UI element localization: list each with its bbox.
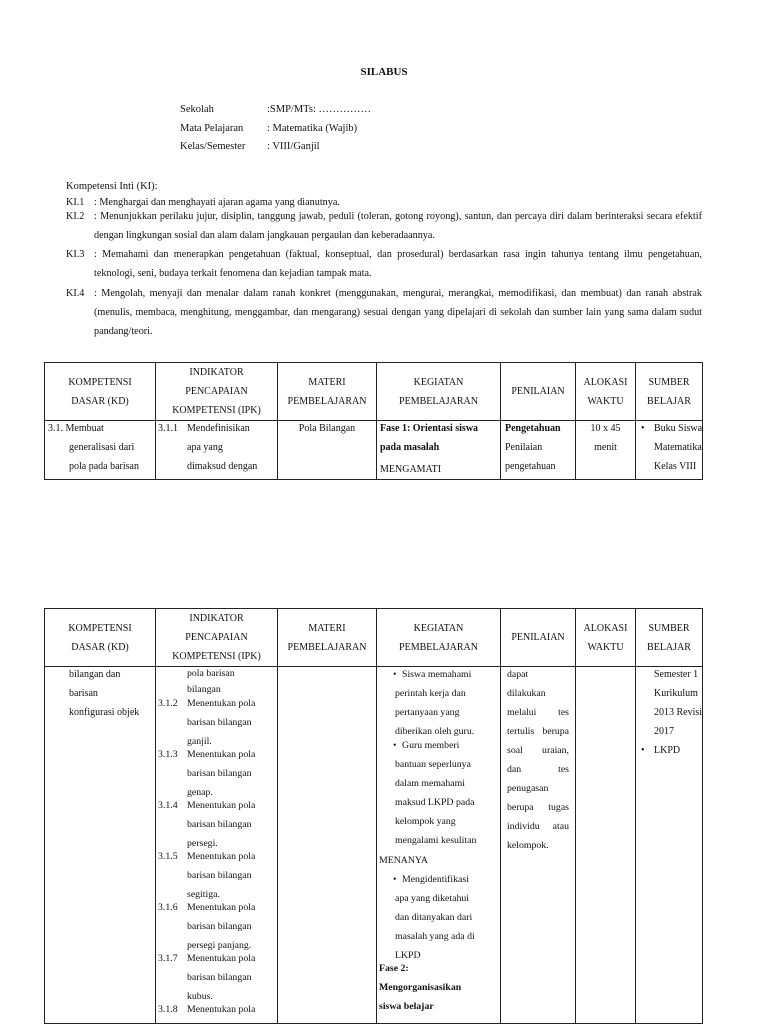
text-line: dilakukan [507,688,546,699]
ki-text: : Menunjukkan perilaku jujur, disiplin, tanggung jawab, peduli (toleran, gotong royong), santun, dan percaya diri dalam berinteraksi secara efektif dengan lingkungan sosial dan alam dalam jangkauan pergaulan dan keberadaannya. [94,211,702,241]
text-line: bilangan dan [69,669,121,680]
meta-label: Sekolah [180,104,214,115]
text-line: WAKTU [587,641,624,653]
text-line: barisan bilangan [187,768,252,779]
text-line: dalam memahami [395,778,465,789]
text-line: penugasan [507,783,549,794]
text-line: barisan bilangan [187,819,252,830]
text-line: pengetahuan [505,461,556,472]
text-line: PEMBELAJARAN [287,395,367,407]
text-line: MENGAMATI [380,464,442,475]
text-line: Fase 1: Orientasi siswa [380,423,479,434]
header-kd [45,363,156,421]
text-line: Buku Siswa [654,423,703,434]
text-line: Semester 1 [654,669,699,680]
text-line: ganjil. [187,736,212,747]
cell-alokasi [576,421,636,480]
meta-value: : Matematika (Wajib) [267,123,358,134]
header-sumber [636,363,703,421]
page-title: SILABUS [360,66,408,78]
text-line: INDIKATOR [189,613,244,624]
header-kegiatan [377,609,501,667]
text-line: DASAR (KD) [71,395,129,407]
ki-text: : Menghargai dan menghayati ajaran agama yang dianutnya. [94,197,340,208]
syllabus-table-page1 [44,362,703,480]
text-line: KOMPETENSI (IPK) [172,651,261,662]
text-line: KOMPETENSI [68,376,132,388]
text-line: mengalami kesulitan [395,835,477,846]
text-line: 3.1.7 [158,953,178,964]
text-line: SUMBER [648,376,690,388]
text-line: Menentukan pola [187,851,256,862]
meta-value: :SMP/MTs: …………… [267,104,371,115]
cell-penilaian [501,421,576,480]
text-line: Penilaian [505,442,543,453]
text-line: Mengorganisasikan [379,982,462,993]
ki-code: KI.2 [66,211,85,222]
cell-materi [278,667,377,1024]
text-line: diberikan oleh guru. [395,726,475,737]
text-line: maksud LKPD pada [395,797,475,808]
text-line: Menentukan pola [187,902,256,913]
text-line: LKPD [654,745,681,756]
text-line: generalisasi dari [69,442,135,453]
text-line: pada masalah [380,442,440,453]
meta-label: Mata Pelajaran [180,123,244,134]
cell-alokasi [576,667,636,1024]
header-kegiatan [377,363,501,421]
text-line: PEMBELAJARAN [399,395,478,407]
ki-code: KI.3 [66,249,85,260]
text-line: Menentukan pola [187,749,256,760]
text-line: pola pada barisan [69,461,139,472]
text-line: segitiga. [187,889,220,900]
ki-code: KI.4 [66,288,85,299]
text-line: Menentukan pola [187,698,256,709]
header-alokasi [576,363,636,421]
text-line: KEGIATAN [413,376,464,388]
text-line: genap. [187,787,213,798]
text-line: KOMPETENSI (IPK) [172,405,261,416]
text-line: Fase 2: [379,963,409,974]
text-line: barisan bilangan [187,717,252,728]
text-line: Pengetahuan [505,423,561,434]
text-line: apa yang diketahui [395,893,469,904]
meta-value: : VIII/Ganjil [267,141,320,152]
text-line: ALOKASI [583,376,628,388]
bullet-icon: • [393,669,397,680]
header-penilaian [501,363,576,421]
text-line: persegi. [187,838,218,849]
text-line: PENILAIAN [511,386,565,397]
text-line: DASAR (KD) [71,641,129,653]
text-line: barisan [69,688,98,699]
text-line: 2017 [654,726,674,737]
text-line: Menentukan pola [187,800,256,811]
text-line: kubus. [187,991,213,1002]
text-line: 3.1.5 [158,851,178,862]
text-line: soal uraian, [507,745,569,756]
cell-sumber [636,421,703,480]
text-line: barisan bilangan [187,921,252,932]
text-line: SUMBER [648,622,690,634]
text-line: PENILAIAN [511,632,565,643]
text-line: Mengidentifikasi [402,874,469,885]
header-sumber [636,609,703,667]
text-line: Guru memberi [402,740,460,751]
text-line: 3.1.2 [158,698,178,709]
cell-kegiatan [377,667,501,1024]
text-line: Menentukan pola [187,953,256,964]
text-line: dan ditanyakan dari [395,912,473,923]
header-ipk [156,609,278,667]
text-line: Kurikulum [654,688,698,699]
meta-label: Kelas/Semester [180,141,246,152]
text-line: berupa tugas [507,802,569,813]
ki-text: : Mengolah, menyaji dan menalar dalam ranah konkret (menggunakan, mengurai, merangkai, memodifikasi, dan membuat) dan ranah abstrak (menulis, membaca, menghitung, menggambar, dan mengarang) sesuai dengan yang dipelajari di sekolah dan sumber lain yang sama dalam sudut pandang/teori. [94,288,702,337]
text-line: 10 x 45 [590,423,621,434]
ki-code: KI.1 [66,197,85,208]
text-line: 3.1. Membuat [48,423,104,434]
cell-kd [45,421,156,480]
text-line: bantuan seperlunya [395,759,471,770]
text-line: ALOKASI [583,622,628,634]
text-line: kelompok yang [395,816,456,827]
bullet-icon: • [641,745,645,756]
text-line: masalah yang ada di [395,931,475,942]
cell-sumber [636,667,703,1024]
text-line: INDIKATOR [189,367,244,378]
ki-item [66,245,706,285]
text-line: pola barisan [187,668,235,679]
text-line: KOMPETENSI [68,622,132,634]
text-line: LKPD [395,950,421,961]
meta-subject [0,123,768,143]
header-kd [45,609,156,667]
text-line: siswa belajar [379,1001,434,1012]
ki-heading: Kompetensi Inti (KI): [66,181,158,192]
text-line: bilangan [187,684,221,695]
text-line: pertanyaan yang [395,707,460,718]
text-line: dimaksud dengan [187,461,258,472]
text-line: 3.1.8 [158,1004,178,1015]
header-alokasi [576,609,636,667]
text-line: melalui tes [507,707,569,718]
text-line: dan tes [507,764,569,775]
text-line: PEMBELAJARAN [287,641,367,653]
cell-ipk [156,421,278,480]
text-line: PEMBELAJARAN [399,641,478,653]
text-line: 3.1.1 [158,423,178,434]
header-penilaian [501,609,576,667]
text-line: persegi panjang. [187,940,252,951]
text-line: 3.1.6 [158,902,178,913]
cell-ipk [156,667,278,1024]
text-line: perintah kerja dan [395,688,466,699]
text-line: WAKTU [587,395,624,407]
text-line: Siswa memahami [402,669,472,680]
cell-penilaian [501,667,576,1024]
bullet-icon: • [641,423,645,434]
text-line: kelompok. [507,840,549,851]
text-line: dapat [507,669,529,680]
header-materi [278,363,377,421]
text-line: Kelas VIII [654,461,697,472]
text-line: BELAJAR [647,641,691,653]
text-line: Matematika [654,442,702,453]
text-line: menit [594,442,617,453]
text-line: PENCAPAIAN [185,386,248,397]
meta-school [0,104,768,124]
bullet-icon: • [393,874,397,885]
bullet-icon: • [393,740,397,751]
syllabus-table-page2 [44,608,703,1024]
cell-materi [278,421,377,480]
text-line: 2013 Revisi [654,707,703,718]
ki-item [66,207,706,247]
text-line: konfigurasi objek [69,707,140,718]
meta-class [0,141,768,161]
text-line: tertulis berupa [507,726,569,737]
text-line: MENANYA [379,855,428,866]
text-line: barisan bilangan [187,972,252,983]
text-line: BELAJAR [647,395,691,407]
ki-text: : Memahami dan menerapkan pengetahuan (faktual, konseptual, dan prosedural) berdasarkan rasa ingin tahunya tentang ilmu pengetahuan, teknologi, seni, budaya terkait fenomena dan kejadian tampak mata. [94,249,702,279]
text-line: Mendefinisikan [187,423,250,434]
text-line: barisan bilangan [187,870,252,881]
text-line: 3.1.3 [158,749,178,760]
header-materi [278,609,377,667]
text-line: PENCAPAIAN [185,632,248,643]
text-line: Menentukan pola [187,1004,256,1015]
text-line: individu atau [507,821,569,832]
header-ipk [156,363,278,421]
text-line: MATERI [308,622,346,634]
cell-kd [45,667,156,1024]
text-line: Pola Bilangan [298,423,356,434]
text-line: 3.1.4 [158,800,178,811]
text-line: MATERI [308,376,346,388]
text-line: apa yang [187,442,223,453]
text-line: KEGIATAN [413,622,464,634]
cell-kegiatan [377,421,501,480]
ki-item [66,284,706,342]
